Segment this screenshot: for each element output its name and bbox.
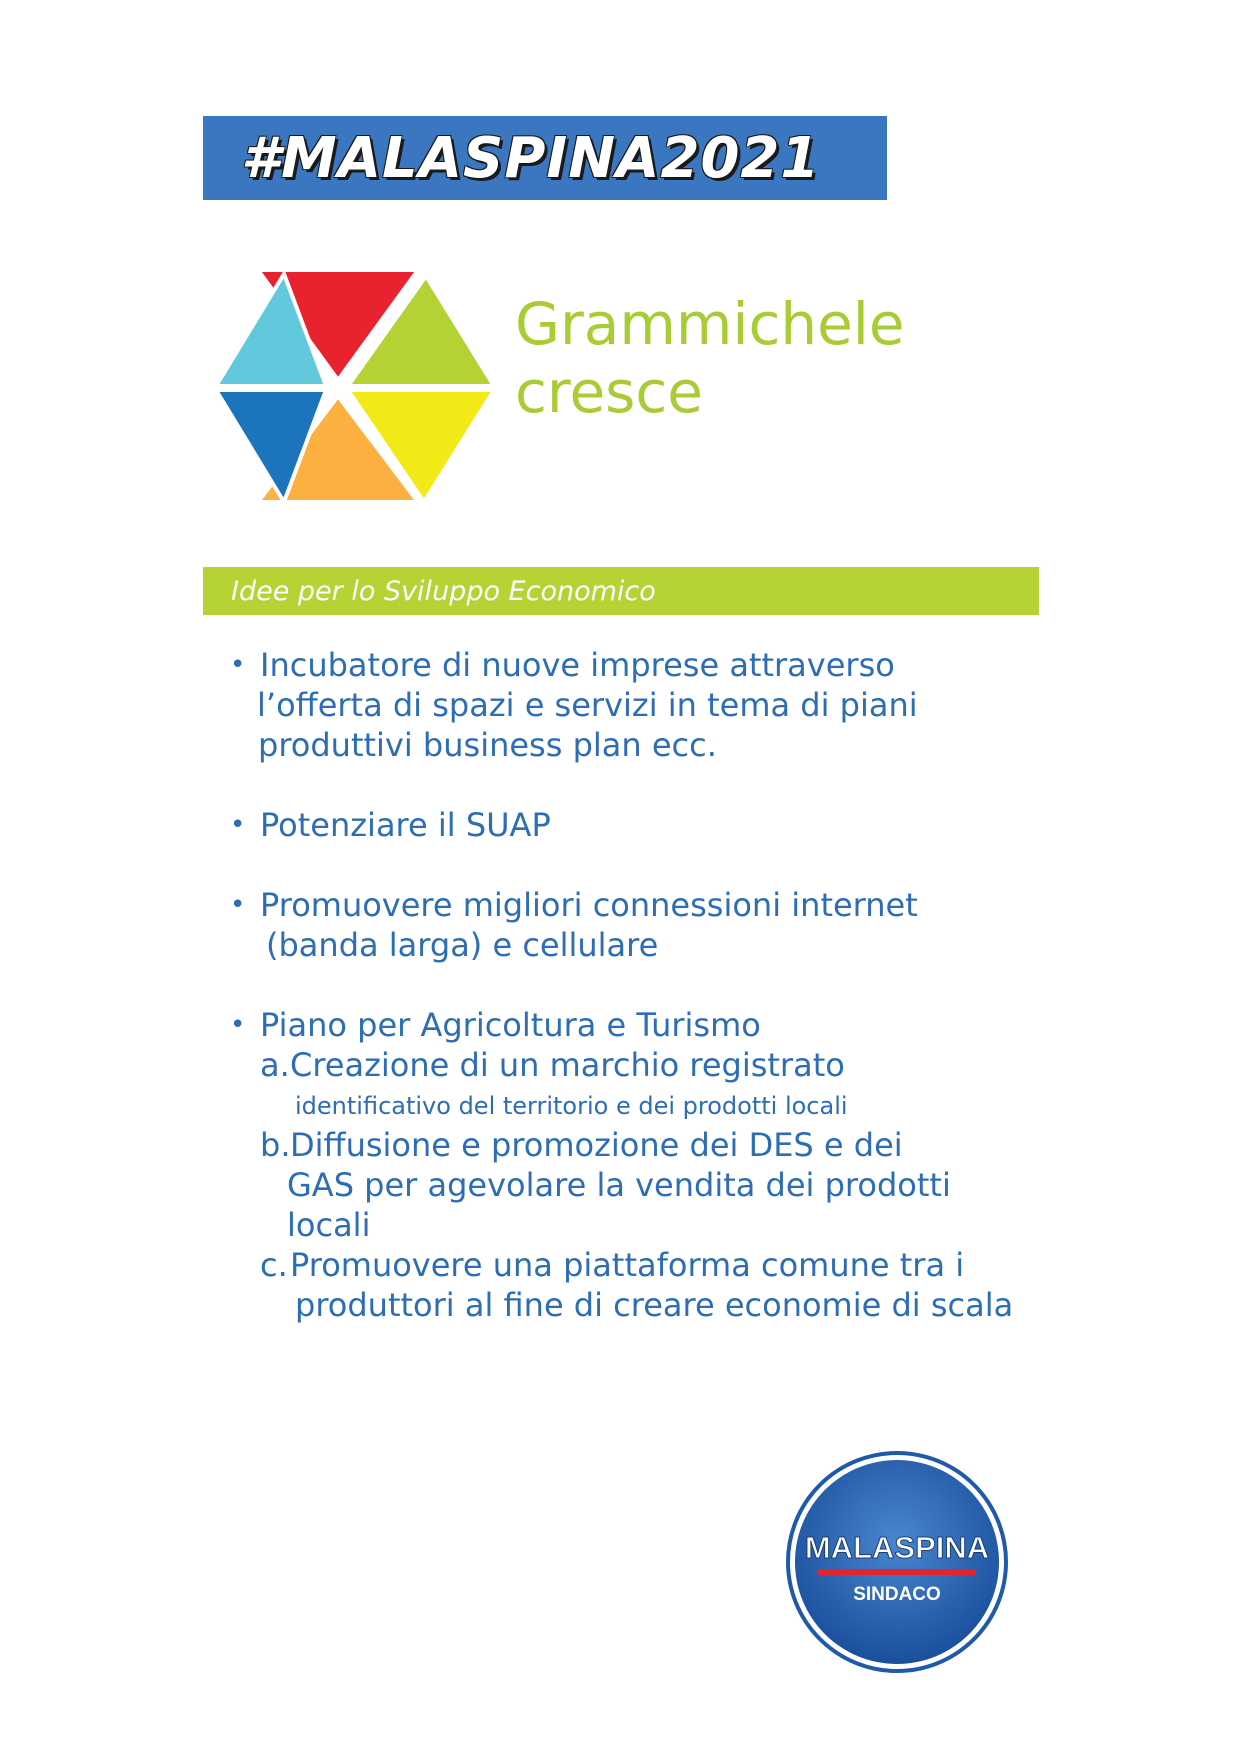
sub-item-letter: c.	[260, 1246, 288, 1284]
sub-item-line: Diffusione e promozione dei DES e dei	[290, 1126, 903, 1164]
badge-stripe	[818, 1569, 976, 1575]
list-item-line: Incubatore di nuove imprese attraverso	[260, 646, 895, 684]
slogan	[515, 290, 905, 426]
list-item-line: Promuovere migliori connessioni internet	[260, 886, 918, 924]
hashtag-title: #MALASPINA2021	[241, 125, 821, 191]
sub-item-letter: a.	[260, 1046, 290, 1084]
list-item-line: (banda larga) e cellulare	[266, 926, 659, 964]
sub-item-line: Promuovere una piattaforma comune tra i	[290, 1246, 965, 1284]
badge-name: MALASPINA	[804, 1530, 990, 1565]
section-bar	[203, 567, 1039, 615]
sub-item-line: GAS per agevolare la vendita dei prodotti	[287, 1166, 951, 1204]
badge-role: SINDACO	[853, 1584, 941, 1605]
bullet-icon: •	[230, 890, 246, 920]
list-item-line: Potenziare il SUAP	[260, 806, 551, 844]
slogan-line-2: cresce	[515, 358, 703, 426]
slogan-line-1: Grammichele	[515, 290, 905, 358]
bullet-icon: •	[230, 810, 246, 840]
hashtag-banner	[203, 116, 887, 200]
sub-item-line: produttori al fine di creare economie di scala	[295, 1286, 1014, 1324]
list-item-line: l’offerta di spazi e servizi in tema di piani	[257, 686, 918, 724]
list-item-line: Piano per Agricoltura e Turismo	[260, 1006, 761, 1044]
section-title: Idee per lo Sviluppo Economico	[231, 575, 656, 607]
malaspina-sindaco-badge	[784, 1449, 1010, 1675]
bullet-icon: •	[230, 1010, 246, 1040]
hexagon-triangles-icon	[214, 266, 498, 506]
sub-item-letter: b.	[260, 1126, 291, 1164]
list-item-line: produttivi business plan ecc.	[258, 726, 717, 764]
sub-item-note: identificativo del territorio e dei prodotti locali	[295, 1092, 848, 1120]
sub-item-line: locali	[287, 1206, 371, 1244]
bullet-icon: •	[230, 650, 246, 680]
sub-item-line: Creazione di un marchio registrato	[290, 1046, 845, 1084]
